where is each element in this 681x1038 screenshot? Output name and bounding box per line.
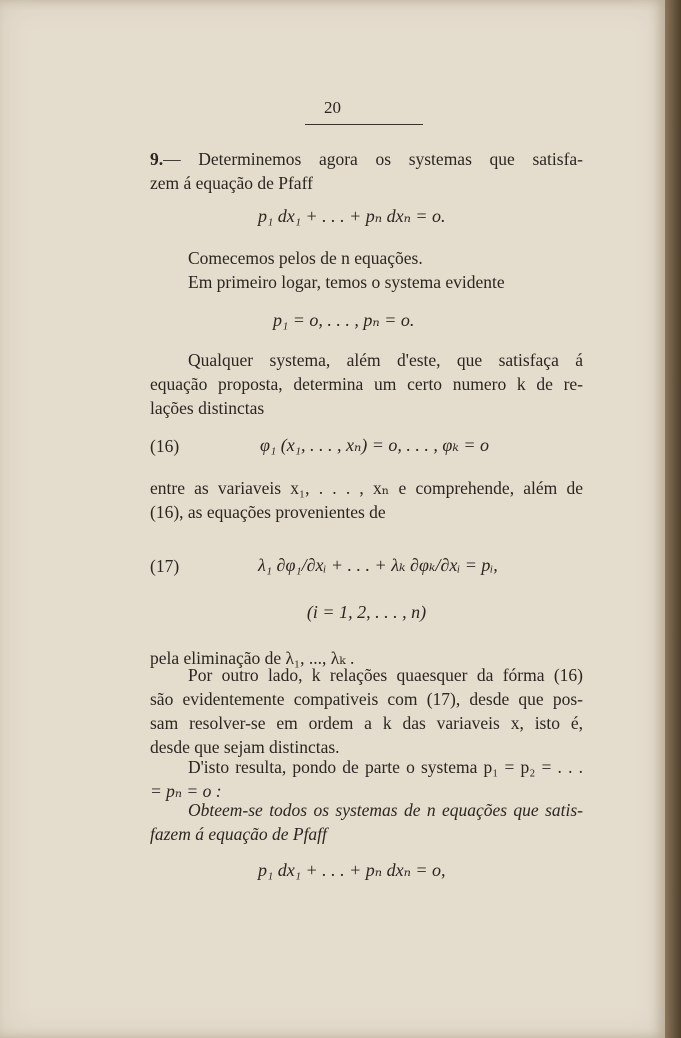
equation-pfaff: p₁ dx₁ + . . . + pₙ dxₙ = o. (258, 206, 446, 226)
paragraph-6-line-1: D'isto resulta, pondo de parte o systema p₁ = p₂ = . . . (188, 757, 583, 777)
text-line-comecemos: Comecemos pelos de n equações. (188, 248, 423, 268)
equation-17: λ₁ ∂φ₁/∂xᵢ + . . . + λₖ ∂φₖ/∂xᵢ = pᵢ, (258, 555, 498, 575)
paragraph-2-line-3: lações distinctas (150, 398, 265, 418)
equation-pfaff-final: p₁ dx₁ + . . . + pₙ dxₙ = o, (258, 860, 446, 880)
paragraph-2-line-2: equação proposta, determina um certo numero k de re- (150, 374, 583, 394)
text-line-primeiro: Em primeiro logar, temos o systema evidente (188, 272, 505, 292)
paragraph-9-text: — Determinemos agora os systemas que satisfa- (163, 149, 583, 169)
paragraph-9-line-1 (150, 148, 583, 170)
paragraph-5-line-3: sam resolver-se em ordem a k das variaveis x, isto é, (150, 713, 583, 733)
paragraph-9-line-2: zem á equação de Pfaff (150, 173, 313, 193)
header-rule (305, 124, 423, 125)
paragraph-2-line-1: Qualquer systema, além d'este, que satisfaça á (188, 350, 583, 370)
page-edge (665, 0, 681, 1038)
paragraph-3-line-2: (16), as equações provenientes de (150, 502, 386, 522)
paragraph-4-line-1: pela eliminação de λ₁, ..., λₖ . (150, 648, 355, 668)
paragraph-5-line-1: Por outro lado, k relações quaesquer da fórma (16) (188, 665, 583, 685)
section-number: 9. (150, 149, 164, 169)
equation-17-index-range: (i = 1, 2, . . . , n) (306, 602, 427, 622)
paragraph-5-line-2: são evidentemente compativeis com (17), desde que pos- (150, 689, 583, 709)
paragraph-5-line-4: desde que sejam distinctas. (150, 737, 340, 757)
equation-16: φ₁ (x₁, . . . , xₙ) = o, . . . , φₖ = o (260, 435, 490, 455)
equation-16-label: (16) (150, 436, 180, 456)
paragraph-6-line-2: = pₙ = o : (150, 781, 222, 801)
theorem-line-1: Obteem-se todos os systemas de n equações que satis- (188, 800, 583, 820)
page-number: 20 (324, 98, 341, 117)
equation-evident-system: p₁ = o, . . . , pₙ = o. (273, 310, 415, 330)
paragraph-3-line-1: entre as variaveis x₁, . . . , xₙ e comprehende, além de (150, 478, 583, 498)
theorem-line-2: fazem á equação de Pfaff (150, 824, 327, 844)
equation-17-label: (17) (150, 556, 180, 576)
